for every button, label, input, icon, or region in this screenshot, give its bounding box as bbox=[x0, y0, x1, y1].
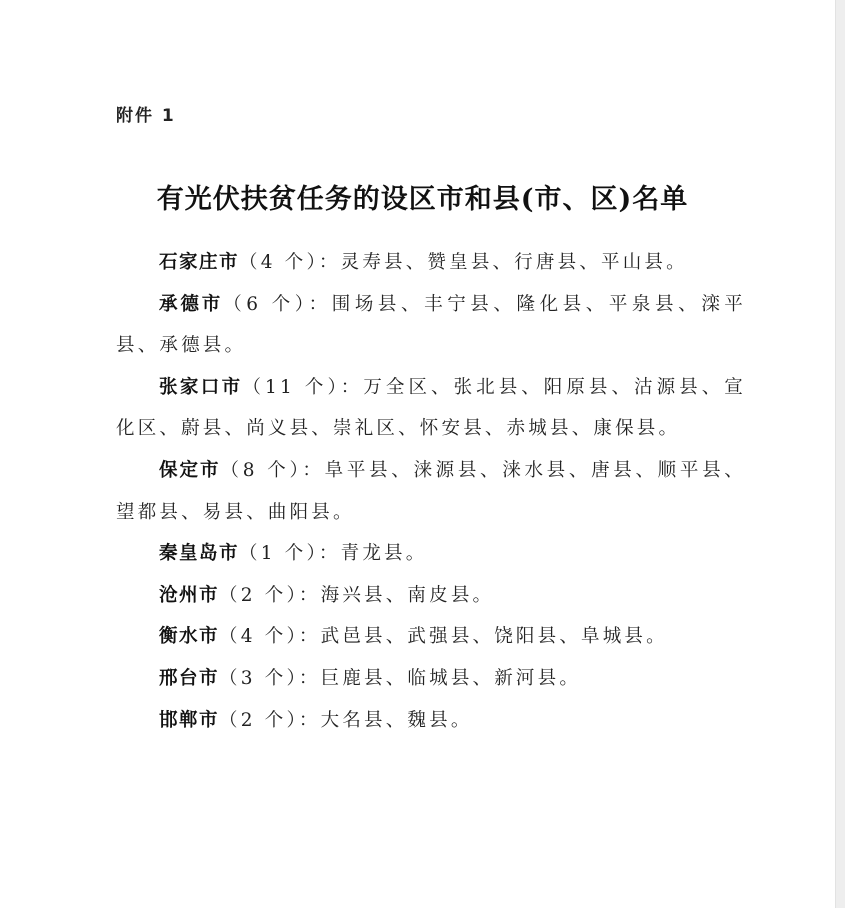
attachment-label: 附件 1 bbox=[116, 106, 176, 126]
city-name: 秦皇岛市 bbox=[159, 543, 240, 565]
entry-hengshui bbox=[116, 616, 746, 658]
page-edge-margin bbox=[835, 0, 845, 908]
city-name: 衡水市 bbox=[159, 626, 220, 648]
county-count: （2 个）： bbox=[219, 584, 321, 606]
city-name: 邢台市 bbox=[159, 667, 220, 689]
county-list: 大名县、魏县。 bbox=[320, 709, 473, 731]
city-name: 石家庄市 bbox=[159, 252, 240, 273]
entry-shijiazhuang bbox=[116, 242, 746, 284]
county-count: （8 个）： bbox=[220, 459, 325, 481]
county-list: 海兴县、南皮县。 bbox=[320, 584, 495, 606]
county-list: 万全区、张北县、阳原县、沽源县、宣化区、蔚县、尚义县、崇礼区、怀安县、赤城县、康保县。 bbox=[116, 376, 746, 440]
entry-cangzhou bbox=[116, 575, 746, 617]
county-list: 阜平县、涞源县、涞水县、唐县、顺平县、望都县、易县、曲阳县。 bbox=[116, 459, 746, 523]
county-count: （6 个）： bbox=[223, 293, 332, 315]
county-list: 巨鹿县、临城县、新河县。 bbox=[320, 667, 582, 689]
entry-handan bbox=[116, 700, 746, 742]
county-count: （1 个）： bbox=[239, 543, 341, 565]
county-count: （11 个）： bbox=[242, 376, 364, 398]
entry-zhangjiakou bbox=[116, 367, 746, 450]
county-list: 武邑县、武强县、饶阳县、阜城县。 bbox=[320, 626, 668, 648]
county-list: 青龙县。 bbox=[340, 543, 428, 565]
city-name: 保定市 bbox=[159, 459, 221, 481]
county-list: 围场县、丰宁县、隆化县、平泉县、滦平县、承德县。 bbox=[116, 293, 746, 357]
county-count: （4 个）： bbox=[219, 626, 321, 648]
entry-qinhuangdao bbox=[116, 533, 746, 575]
document-body bbox=[116, 242, 746, 741]
city-name: 张家口市 bbox=[159, 376, 243, 398]
county-list: 灵寿县、赞皇县、行唐县、平山县。 bbox=[340, 252, 688, 273]
county-count: （3 个）： bbox=[219, 667, 321, 689]
county-count: （4 个）： bbox=[239, 252, 341, 273]
document-title: 有光伏扶贫任务的设区市和县(市、区)名单 bbox=[156, 184, 689, 215]
entry-xingtai bbox=[116, 658, 746, 700]
city-name: 承德市 bbox=[159, 293, 224, 315]
city-name: 沧州市 bbox=[159, 584, 220, 606]
entry-chengde bbox=[116, 284, 746, 367]
entry-baoding bbox=[116, 450, 746, 533]
city-name: 邯郸市 bbox=[159, 709, 220, 731]
county-count: （2 个）： bbox=[219, 709, 321, 731]
